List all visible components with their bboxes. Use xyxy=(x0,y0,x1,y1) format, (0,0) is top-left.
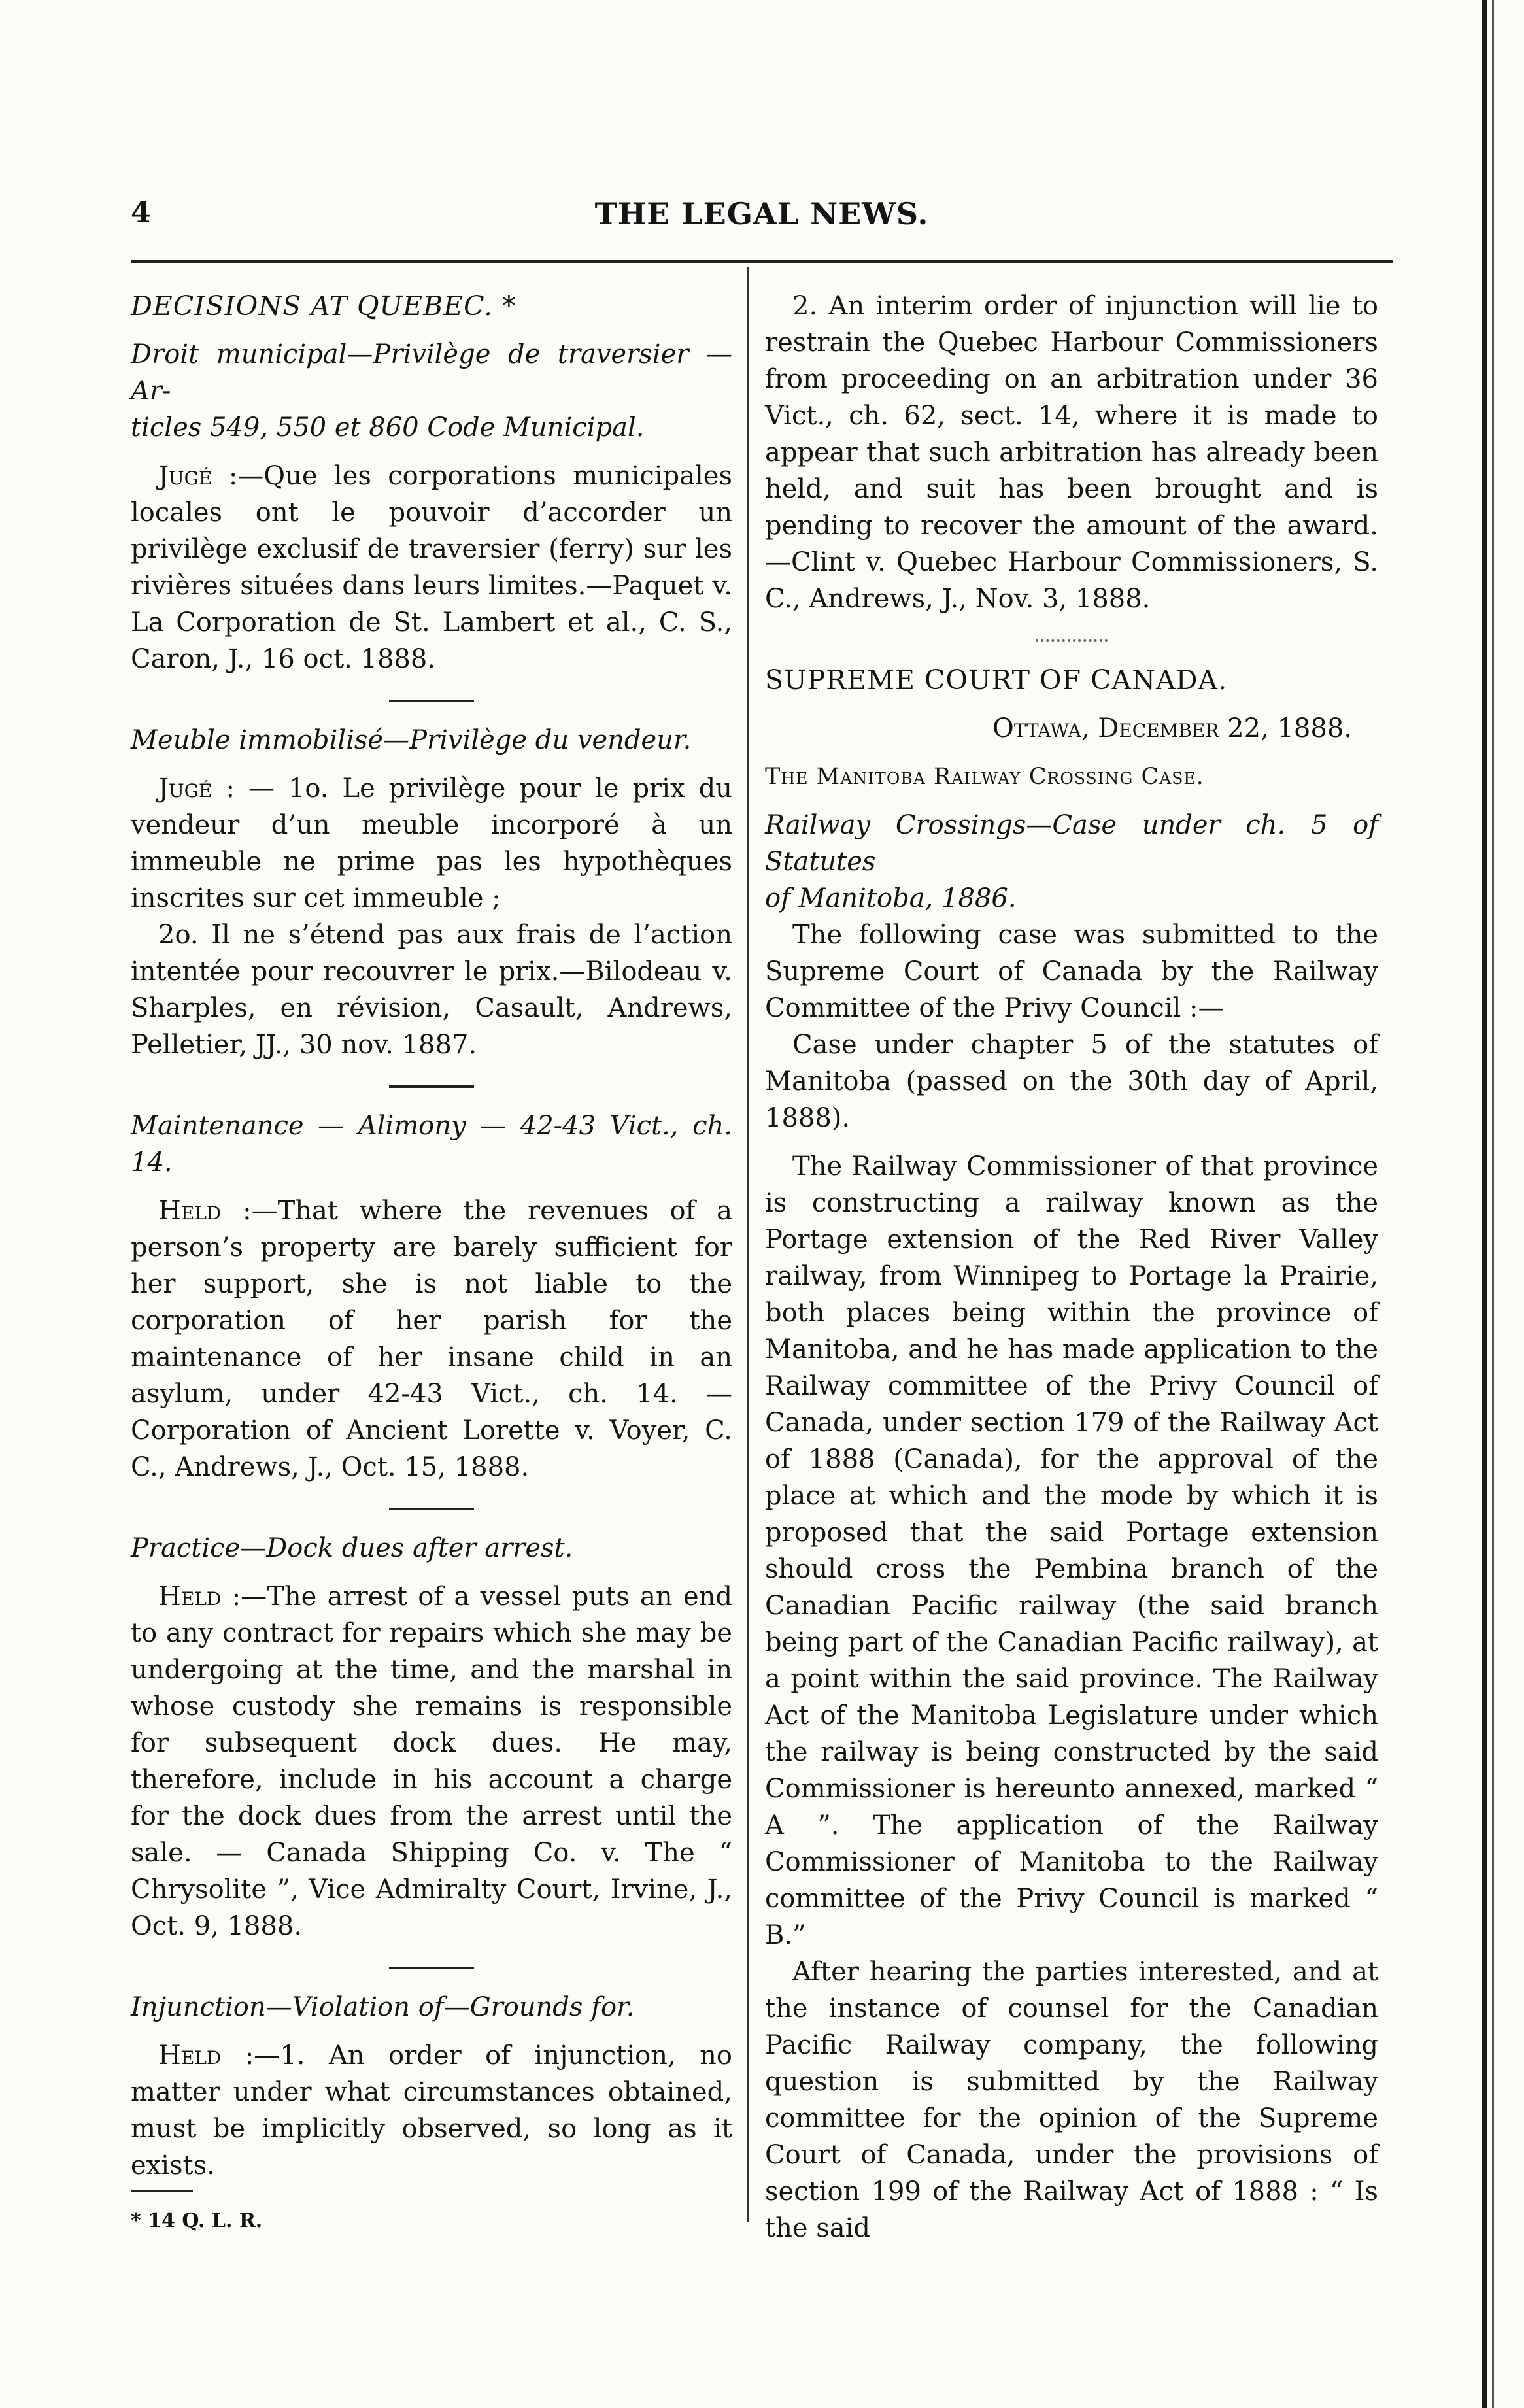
right-column xyxy=(765,288,1378,2247)
separator xyxy=(1036,639,1108,642)
case-heading: Injunction—Violation of—Grounds for. xyxy=(131,1992,635,2022)
case-text: 2. An interim order of injunction will lie to restrain the Quebec Harbour Commissioners from proceeding on an arbitration under 36 Vict., ch. 62, sect. 14, where it is made to appear that such arbitration has already been held, and suit has been brought and is pending to recover the amount of the award.—Clint v. Quebec Harbour Commissioners, S. C., Andrews, J., Nov. 3, 1888. xyxy=(765,291,1378,614)
left-column xyxy=(131,288,732,2239)
case-text: Jugé : — 1o. Le privilège pour le prix du vendeur d’un meuble incorporé à un immeuble ne prime pas les hypothèques inscrites sur cet immeuble ; xyxy=(131,773,732,913)
case-text: 2o. Il ne s’étend pas aux frais de l’action intentée pour recouvrer le prix.—Bilodeau v. Sharples, en révision, Casault, Andrews, Pelletier, JJ., 30 nov. 1887. xyxy=(131,920,732,1060)
footnote: * 14 Q. L. R. xyxy=(131,2209,263,2232)
case-heading-cont: ticles 549, 550 et 860 Code Municipal. xyxy=(131,413,645,443)
case-label: Held xyxy=(158,1582,222,1612)
separator xyxy=(389,1508,474,1510)
case-label: Jugé xyxy=(158,461,212,491)
dateline: Ottawa, December 22, 1888. xyxy=(992,713,1352,743)
case-label: Held xyxy=(158,1196,222,1226)
case-heading: Meuble immobilisé—Privilège du vendeur. xyxy=(131,725,692,755)
body-paragraph: The following case was submitted to the Supreme Court of Canada by the Railway Committee of the Privy Council :— xyxy=(765,920,1378,1023)
case-heading-cont: of Manitoba, 1886. xyxy=(765,883,1017,913)
case-heading: Railway Crossings—Case under ch. 5 of Statutes xyxy=(765,810,1378,877)
case-title: The Manitoba Railway Crossing Case. xyxy=(765,764,1204,790)
case-text: Held :—1. An order of injunction, no matter under what circumstances obtained, must be implicitly observed, so long as it exists. xyxy=(131,2041,732,2180)
case-text: Held :—The arrest of a vessel puts an end to any contract for repairs which she may be undergoing at the time, and the marshal in whose custody she remains is responsible for subsequent dock dues. He may, therefore, include in his account a charge for the dock dues from the arrest until the sale. — Canada Shipping Co. v. The “ Chrysolite ”, Vice Admiralty Court, Irvine, J., Oct. 9, 1888. xyxy=(131,1582,732,1941)
case-heading: Droit municipal—Privilège de traversier — Ar- xyxy=(131,339,732,406)
header-rule xyxy=(131,260,1393,263)
separator xyxy=(389,1967,474,1969)
case-text: Held :—That where the revenues of a person’s property are barely sufficient for her support, she is not liable to the corporation of her parish for the maintenance of her insane child in an asylum, under 42-43 Vict., ch. 14. — Corporation of Ancient Lorette v. Voyer, C. C., Andrews, J., Oct. 15, 1888. xyxy=(131,1196,732,1482)
case-label: Held xyxy=(158,2041,222,2071)
case-text: Jugé :—Que les corporations municipales locales ont le pouvoir d’accorder un privilège exclusif de traversier (ferry) sur les rivières situées dans leurs limites.—Paquet v. La Corporation de St. Lambert et al., C. S., Caron, J., 16 oct. 1888. xyxy=(131,461,732,674)
body-paragraph: Case under chapter 5 of the statutes of Manitoba (passed on the 30th day of April, 1888). xyxy=(765,1030,1378,1133)
page-edge-shadow xyxy=(1482,0,1487,2408)
running-title: THE LEGAL NEWS. xyxy=(594,196,929,231)
separator xyxy=(389,700,474,702)
separator xyxy=(389,1085,474,1088)
footnote-rule xyxy=(131,2190,193,2192)
body-paragraph: The Railway Commissioner of that province is constructing a railway known as the Portage extension of the Red River Valley railway, from Winnipeg to Portage la Prairie, both places being within the province of Manitoba, and he has made application to the Railway committee of the Privy Council of Canada, under section 179 of the Railway Act of 1888 (Canada), for the approval of the place at which and the mode by which it is proposed that the said Portage extension should cross the Pembina branch of the Canadian Pacific railway (the said branch being part of the Canadian Pacific railway), at a point within the said province. The Railway Act of the Manitoba Legislature under which the railway is being constructed by the said Commissioner is hereunto annexed, marked “ A ”. The application of the Railway Commissioner of Manitoba to the Railway committee of the Privy Council is marked “ B.” xyxy=(765,1151,1378,1950)
case-heading: Maintenance — Alimony — 42-43 Vict., ch. 14. xyxy=(131,1111,732,1178)
page-header xyxy=(131,196,1393,248)
column-divider xyxy=(747,267,749,2222)
case-heading: Practice—Dock dues after arrest. xyxy=(131,1533,573,1563)
page-edge-line xyxy=(1492,0,1494,2408)
body-paragraph: After hearing the parties interested, and at the instance of counsel for the Canadian Pacific Railway company, the following question is submitted by the Railway committee for the opinion of the Supreme Court of Canada, under the provisions of section 199 of the Railway Act of 1888 : “ Is the said xyxy=(765,1957,1378,2243)
case-label: Jugé xyxy=(158,773,212,804)
section-title: DECISIONS AT QUEBEC. * xyxy=(131,290,516,322)
page-number: 4 xyxy=(131,196,151,229)
section-title: SUPREME COURT OF CANADA. xyxy=(765,664,1228,696)
